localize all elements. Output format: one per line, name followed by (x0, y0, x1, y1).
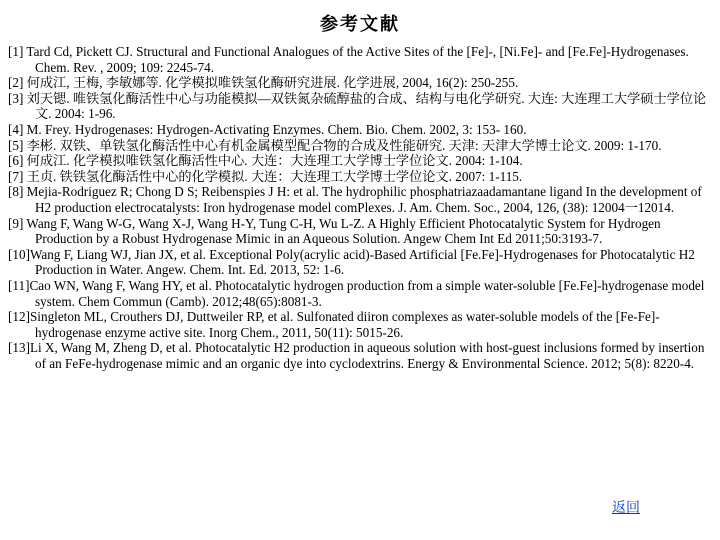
reference-item-2: [2] 何成江, 王梅, 李敏娜等. 化学模拟唯铁氢化酶研究进展. 化学进展, 2004, 16(2): 250-255. (8, 75, 519, 91)
reference-item-6: [6] 何成江. 化学模拟唯铁氢化酶活性中心. 大连：大连理工大学博士学位论文. 2004: 1-104. (8, 153, 523, 169)
reference-item-11: [11]Cao WN, Wang F, Wang HY, et al. Photocatalytic hydrogen production from a simple water-soluble [Fe.Fe]-hydrogenase model system. Chem Commun (Camb). 2012;48(65):8081-3. (8, 277, 705, 309)
reference-item-4: [4] M. Frey. Hydrogenases: Hydrogen-Activating Enzymes. Chem. Bio. Chem. 2002, 3: 153- 160. (8, 121, 527, 137)
reference-list (8, 44, 712, 371)
reference-item-12: [12]Singleton ML, Crouthers DJ, Duttweiler RP, et al. Sulfonated diiron complexes as water-soluble models of the [Fe-Fe]-hydrogenase enzyme active site. Inorg Chem., 2011, 50(11): 5015-26. (8, 309, 660, 340)
page-title: 参考文献 (320, 14, 400, 35)
reference-item-1: [1] Tard Cd, Pickett CJ. Structural and Functional Analogues of the Active Sites of the [Fe]-, [Ni.Fe]- and [Fe.Fe]-Hydrogenases. Chem. Rev. , 2009; 109: 2245-74. (8, 44, 689, 75)
reference-item-10: [10]Wang F, Liang WJ, Jian JX, et al. Exceptional Poly(acrylic acid)-Based Artificial [Fe.Fe]-Hydrogenases for Photocatalytic H2 Production in Water. Angew. Chem. Int. Ed. 2013, 52: 1-6. (8, 246, 695, 278)
reference-item-7: [7] 王贞. 铁铁氢化酶活性中心的化学模拟. 大连：大连理工大学博士学位论文. 2007: 1-115. (8, 168, 523, 184)
reference-item-5: [5] 李彬. 双铁、单铁氢化酶活性中心有机金属模型配合物的合成及性能研究. 天津: 天津大学博士论文. 2009: 1-170. (8, 137, 662, 153)
back-link[interactable]: 返回 (612, 500, 640, 516)
reference-item-13: [13]Li X, Wang M, Zheng D, et al. Photocatalytic H2 production in aqueous solution with host-guest inclusions formed by insertion of an FeFe-hydrogenase mimic and an organic dye into cyclodextrins. Energy & Environmental Science. 2012; 5(8): 8220-4. (8, 340, 705, 371)
reference-item-9: [9] Wang F, Wang W-G, Wang X-J, Wang H-Y, Tung C-H, Wu L-Z. A Highly Efficient Photocatalytic System for Hydrogen Production by a Robust Hydrogenase Mimic in an Aqueous Solution. Angew Chem Int Ed 2011;50:3193-7. (8, 215, 661, 247)
reference-item-8: [8] Mejia-Rodriguez R; Chong D S; Reibenspies J H: et al. The hydrophilic phosphatriazaadamantane ligand In the development of H2 production electrocatalysts: Iron hydrogenase model comPlexes. J. Am. Chem. Soc., 2004, 126, (38): 12004一12014. (8, 184, 702, 215)
reference-item-3: [3] 刘天锶. 唯铁氢化酶活性中心与功能模拟—双铁氮杂硫醇盐的合成、结构与电化学研究. 大连: 大连理工大学硕士学位论文. 2004: 1-96. (8, 90, 707, 122)
